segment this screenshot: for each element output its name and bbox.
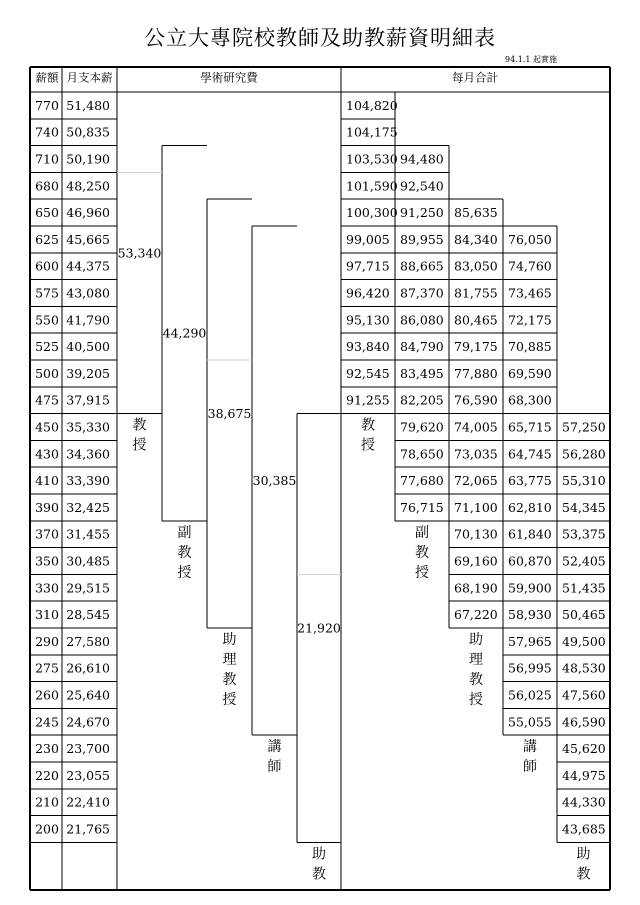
total-value: 76,715 [400,499,444,515]
total-value: 72,175 [508,312,552,328]
base-pay-value: 32,425 [66,499,110,515]
total-value: 43,685 [562,821,606,837]
rank-label-char: 教 [132,417,147,434]
total-value: 52,405 [562,553,606,569]
total-value: 77,880 [454,365,498,381]
base-pay-value: 33,390 [66,473,110,489]
base-pay-value: 31,455 [66,526,110,542]
rank-label-char: 師 [267,759,282,776]
rank-label-char: 授 [469,692,483,708]
grade-value: 500 [35,365,59,381]
grade-value: 410 [35,473,59,489]
header-base-pay: 月支本薪 [66,70,113,85]
total-value: 62,810 [508,499,552,515]
total-value: 79,175 [454,339,498,355]
base-pay-value: 28,545 [66,607,110,623]
total-value: 92,545 [346,365,390,381]
total-value: 70,885 [508,339,552,355]
total-value: 92,540 [400,178,444,194]
total-value: 63,775 [508,473,552,489]
page-title: 公立大專院校教師及助教薪資明細表 [144,26,496,50]
total-value: 68,190 [454,580,498,596]
total-value: 71,100 [454,499,498,515]
effective-date-note: 94.1.1 起實施 [505,55,557,64]
header-total: 每月合計 [452,70,498,85]
rank-label-char: 師 [523,759,537,776]
total-value: 57,965 [508,633,552,649]
grade-value: 430 [35,446,59,462]
total-value: 54,345 [562,499,606,515]
grade-value: 525 [35,339,59,355]
grade-value: 220 [35,767,59,783]
table-header [36,71,499,85]
grade-value: 450 [35,419,59,435]
rank-label-char: 助 [222,632,237,648]
total-value: 56,025 [508,687,552,703]
total-value: 49,500 [562,633,606,649]
base-pay-value: 39,205 [66,365,110,381]
grade-value: 475 [35,392,59,408]
base-pay-value: 45,665 [66,231,110,247]
total-value: 44,330 [562,794,606,810]
rank-label-char: 授 [361,437,375,454]
rank-label-char: 教 [312,866,326,883]
total-value: 86,080 [400,312,444,328]
total-value: 104,175 [346,124,398,140]
rank-label-char: 副 [177,524,192,541]
total-value: 78,650 [400,446,444,462]
header-research: 學術研究費 [200,70,258,85]
research-amount: 38,675 [207,406,252,422]
total-value: 45,620 [562,741,606,757]
base-pay-value: 30,485 [66,553,110,569]
total-value: 65,715 [508,419,552,435]
grade-value: 210 [35,794,59,810]
base-pay-value: 37,915 [66,392,110,408]
total-value: 58,930 [508,607,552,623]
total-value: 74,005 [454,419,498,435]
base-pay-value: 26,610 [66,660,110,676]
grade-value: 230 [35,741,59,757]
total-value: 103,530 [346,151,398,167]
rank-label-char: 講 [523,739,537,756]
grade-value: 550 [35,312,59,328]
total-value: 51,435 [562,580,606,596]
total-value: 50,465 [562,607,606,623]
research-amount: 53,340 [117,245,162,261]
total-value: 44,975 [562,767,606,783]
total-value: 85,635 [454,205,498,221]
total-value: 76,590 [454,392,498,408]
rank-label-char: 教 [177,544,192,561]
rank-label-char: 助 [312,846,326,863]
grade-value: 625 [35,231,59,247]
base-pay-value: 44,375 [66,258,110,274]
total-value: 93,840 [346,339,390,355]
total-value: 59,900 [508,580,552,596]
grade-value: 650 [35,205,59,221]
rank-label-char: 教 [469,672,483,688]
total-value: 73,465 [508,285,552,301]
total-value: 100,300 [346,205,398,221]
total-value: 88,665 [400,258,444,274]
total-value: 91,255 [346,392,390,408]
total-value: 73,035 [454,446,498,462]
grade-value: 390 [35,499,59,515]
base-pay-value: 41,790 [66,312,110,328]
grade-value: 710 [35,151,59,167]
total-value: 68,300 [508,392,552,408]
grade-value: 600 [35,258,59,274]
total-value: 83,495 [400,365,444,381]
total-value: 69,160 [454,553,498,569]
base-pay-value: 24,670 [66,714,110,730]
grade-value: 740 [35,124,59,140]
total-value: 64,745 [508,446,552,462]
rank-label-char: 授 [415,564,429,581]
rank-label-char: 授 [222,692,237,708]
total-value: 74,760 [508,258,552,274]
total-value: 55,310 [562,473,606,489]
total-value: 60,870 [508,553,552,569]
total-value: 91,250 [400,205,444,221]
total-value: 99,005 [346,231,390,247]
total-value: 94,480 [400,151,444,167]
rank-label-char: 助 [469,632,483,648]
rank-label-char: 助 [576,846,591,863]
research-amount: 21,920 [297,620,341,636]
total-value: 57,250 [562,419,606,435]
base-pay-value: 43,080 [66,285,110,301]
grade-value: 245 [35,714,59,730]
grade-value: 370 [35,526,59,542]
rank-label-char: 教 [415,544,429,561]
total-value: 82,205 [400,392,444,408]
total-value: 83,050 [454,258,498,274]
total-value: 97,715 [346,258,390,274]
total-value: 84,790 [400,339,444,355]
research-amount: 44,290 [162,325,207,341]
rank-label-char: 授 [177,564,192,581]
base-pay-value: 27,580 [66,633,110,649]
total-value: 104,820 [346,97,398,113]
total-value: 72,065 [454,473,498,489]
base-pay-value: 22,410 [66,794,110,810]
base-pay-value: 29,515 [66,580,110,596]
rank-label-char: 理 [469,652,483,668]
table-cells [35,98,606,883]
base-pay-value: 25,640 [66,687,110,703]
grade-value: 350 [35,553,59,569]
total-value: 70,130 [454,526,498,542]
base-pay-value: 50,190 [66,151,110,167]
total-value: 56,280 [562,446,606,462]
rank-label-char: 理 [222,652,237,668]
grade-value: 310 [35,607,59,623]
total-value: 46,590 [562,714,606,730]
total-value: 47,560 [562,687,606,703]
base-pay-value: 23,055 [66,767,110,783]
total-value: 67,220 [454,607,498,623]
total-value: 80,465 [454,312,498,328]
grade-value: 200 [35,821,59,837]
total-value: 87,370 [400,285,444,301]
grade-value: 575 [35,285,59,301]
base-pay-value: 48,250 [66,178,110,194]
total-value: 76,050 [508,231,552,247]
total-value: 48,530 [562,660,606,676]
total-value: 61,840 [508,526,552,542]
total-value: 55,055 [508,714,552,730]
total-value: 69,590 [508,365,552,381]
rank-label-char: 副 [415,524,429,541]
grade-value: 330 [35,580,59,596]
total-value: 84,340 [454,231,498,247]
base-pay-value: 51,480 [66,97,110,113]
grade-value: 680 [35,178,59,194]
base-pay-value: 35,330 [66,419,110,435]
grade-value: 290 [35,633,59,649]
base-pay-value: 21,765 [66,821,110,837]
rank-label-char: 講 [267,739,282,756]
rank-label-char: 授 [132,437,147,454]
grade-value: 260 [35,687,59,703]
total-value: 81,755 [454,285,498,301]
total-value: 95,130 [346,312,390,328]
header-grade: 薪額 [35,70,59,85]
base-pay-value: 46,960 [66,205,110,221]
research-amount: 30,385 [252,473,297,489]
base-pay-value: 23,700 [66,741,110,757]
total-value: 101,590 [346,178,398,194]
total-value: 53,375 [562,526,606,542]
rank-label-char: 教 [361,417,375,434]
rank-label-char: 教 [576,866,591,883]
rank-label-char: 教 [222,672,237,688]
base-pay-value: 40,500 [66,339,110,355]
total-value: 77,680 [400,473,444,489]
grade-value: 770 [35,97,59,113]
total-value: 96,420 [346,285,390,301]
total-value: 56,995 [508,660,552,676]
base-pay-value: 34,360 [66,446,110,462]
grade-value: 275 [35,660,59,676]
base-pay-value: 50,835 [66,124,110,140]
total-value: 89,955 [400,231,444,247]
total-value: 79,620 [400,419,444,435]
